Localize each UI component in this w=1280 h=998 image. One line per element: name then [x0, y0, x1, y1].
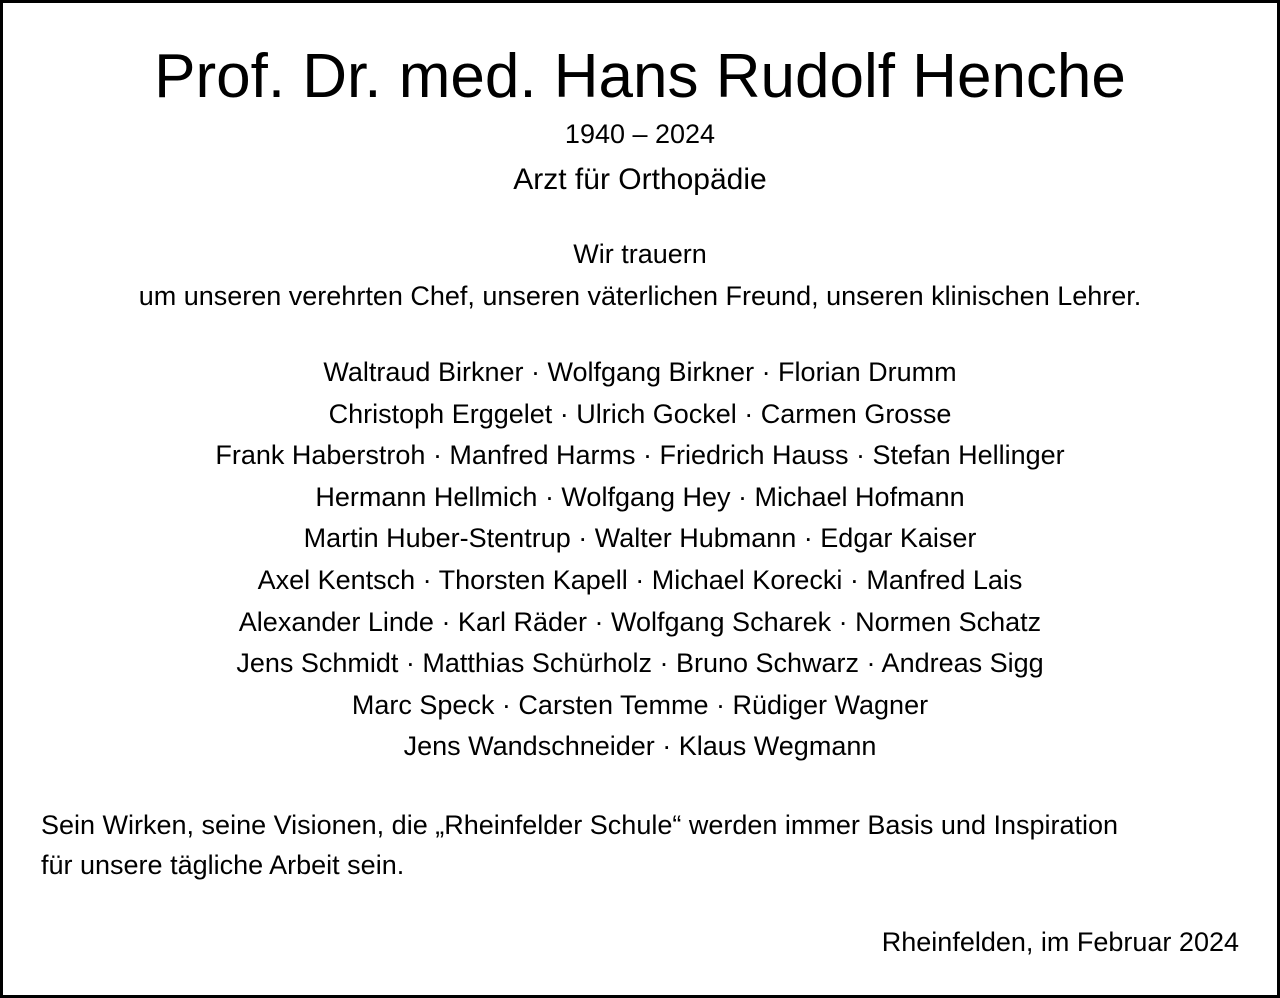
mourner-names-line: Jens Wandschneider · Klaus Wegmann — [403, 731, 877, 762]
mourner-names-line: Alexander Linde · Karl Räder · Wolfgang Scharek · Normen Schatz — [238, 606, 1042, 637]
mourner-names-line: Christoph Erggelet · Ulrich Gockel · Carmen Grosse — [328, 398, 952, 429]
mourning-statement — [3, 233, 1277, 317]
mourning-line-1: Wir trauern — [573, 239, 707, 269]
mourner-names-line: Frank Haberstroh · Manfred Harms · Friedrich Hauss · Stefan Hellinger — [215, 440, 1065, 471]
closing-statement — [41, 805, 1118, 885]
mourner-names-line: Jens Schmidt · Matthias Schürholz · Bruno Schwarz · Andreas Sigg — [236, 648, 1044, 679]
mourner-names-line: Waltraud Birkner · Wolfgang Birkner · Florian Drumm — [323, 357, 957, 387]
place-and-date: Rheinfelden, im Februar 2024 — [881, 927, 1239, 957]
mourner-names-line: Martin Huber-Stentrup · Walter Hubmann · Edgar Kaiser — [303, 523, 977, 554]
mourner-names-line: Axel Kentsch · Thorsten Kapell · Michael Korecki · Manfred Lais — [257, 564, 1023, 595]
life-years: 1940 – 2024 — [564, 119, 716, 149]
profession: Arzt für Orthopädie — [513, 163, 767, 196]
closing-line-1: Sein Wirken, seine Visionen, die „Rheinfelder Schule“ werden immer Basis und Inspiration — [41, 810, 1119, 840]
closing-line-2: für unsere tägliche Arbeit sein. — [41, 850, 405, 880]
deceased-name-title: Prof. Dr. med. Hans Rudolf Henche — [154, 42, 1126, 111]
mourner-names-line: Hermann Hellmich · Wolfgang Hey · Michael Hofmann — [315, 481, 965, 512]
mourning-line-2: um unseren verehrten Chef, unseren väterlichen Freund, unseren klinischen Lehrer. — [138, 281, 1142, 311]
mourner-names — [3, 352, 1277, 768]
mourner-names-line: Marc Speck · Carsten Temme · Rüdiger Wagner — [351, 689, 929, 720]
